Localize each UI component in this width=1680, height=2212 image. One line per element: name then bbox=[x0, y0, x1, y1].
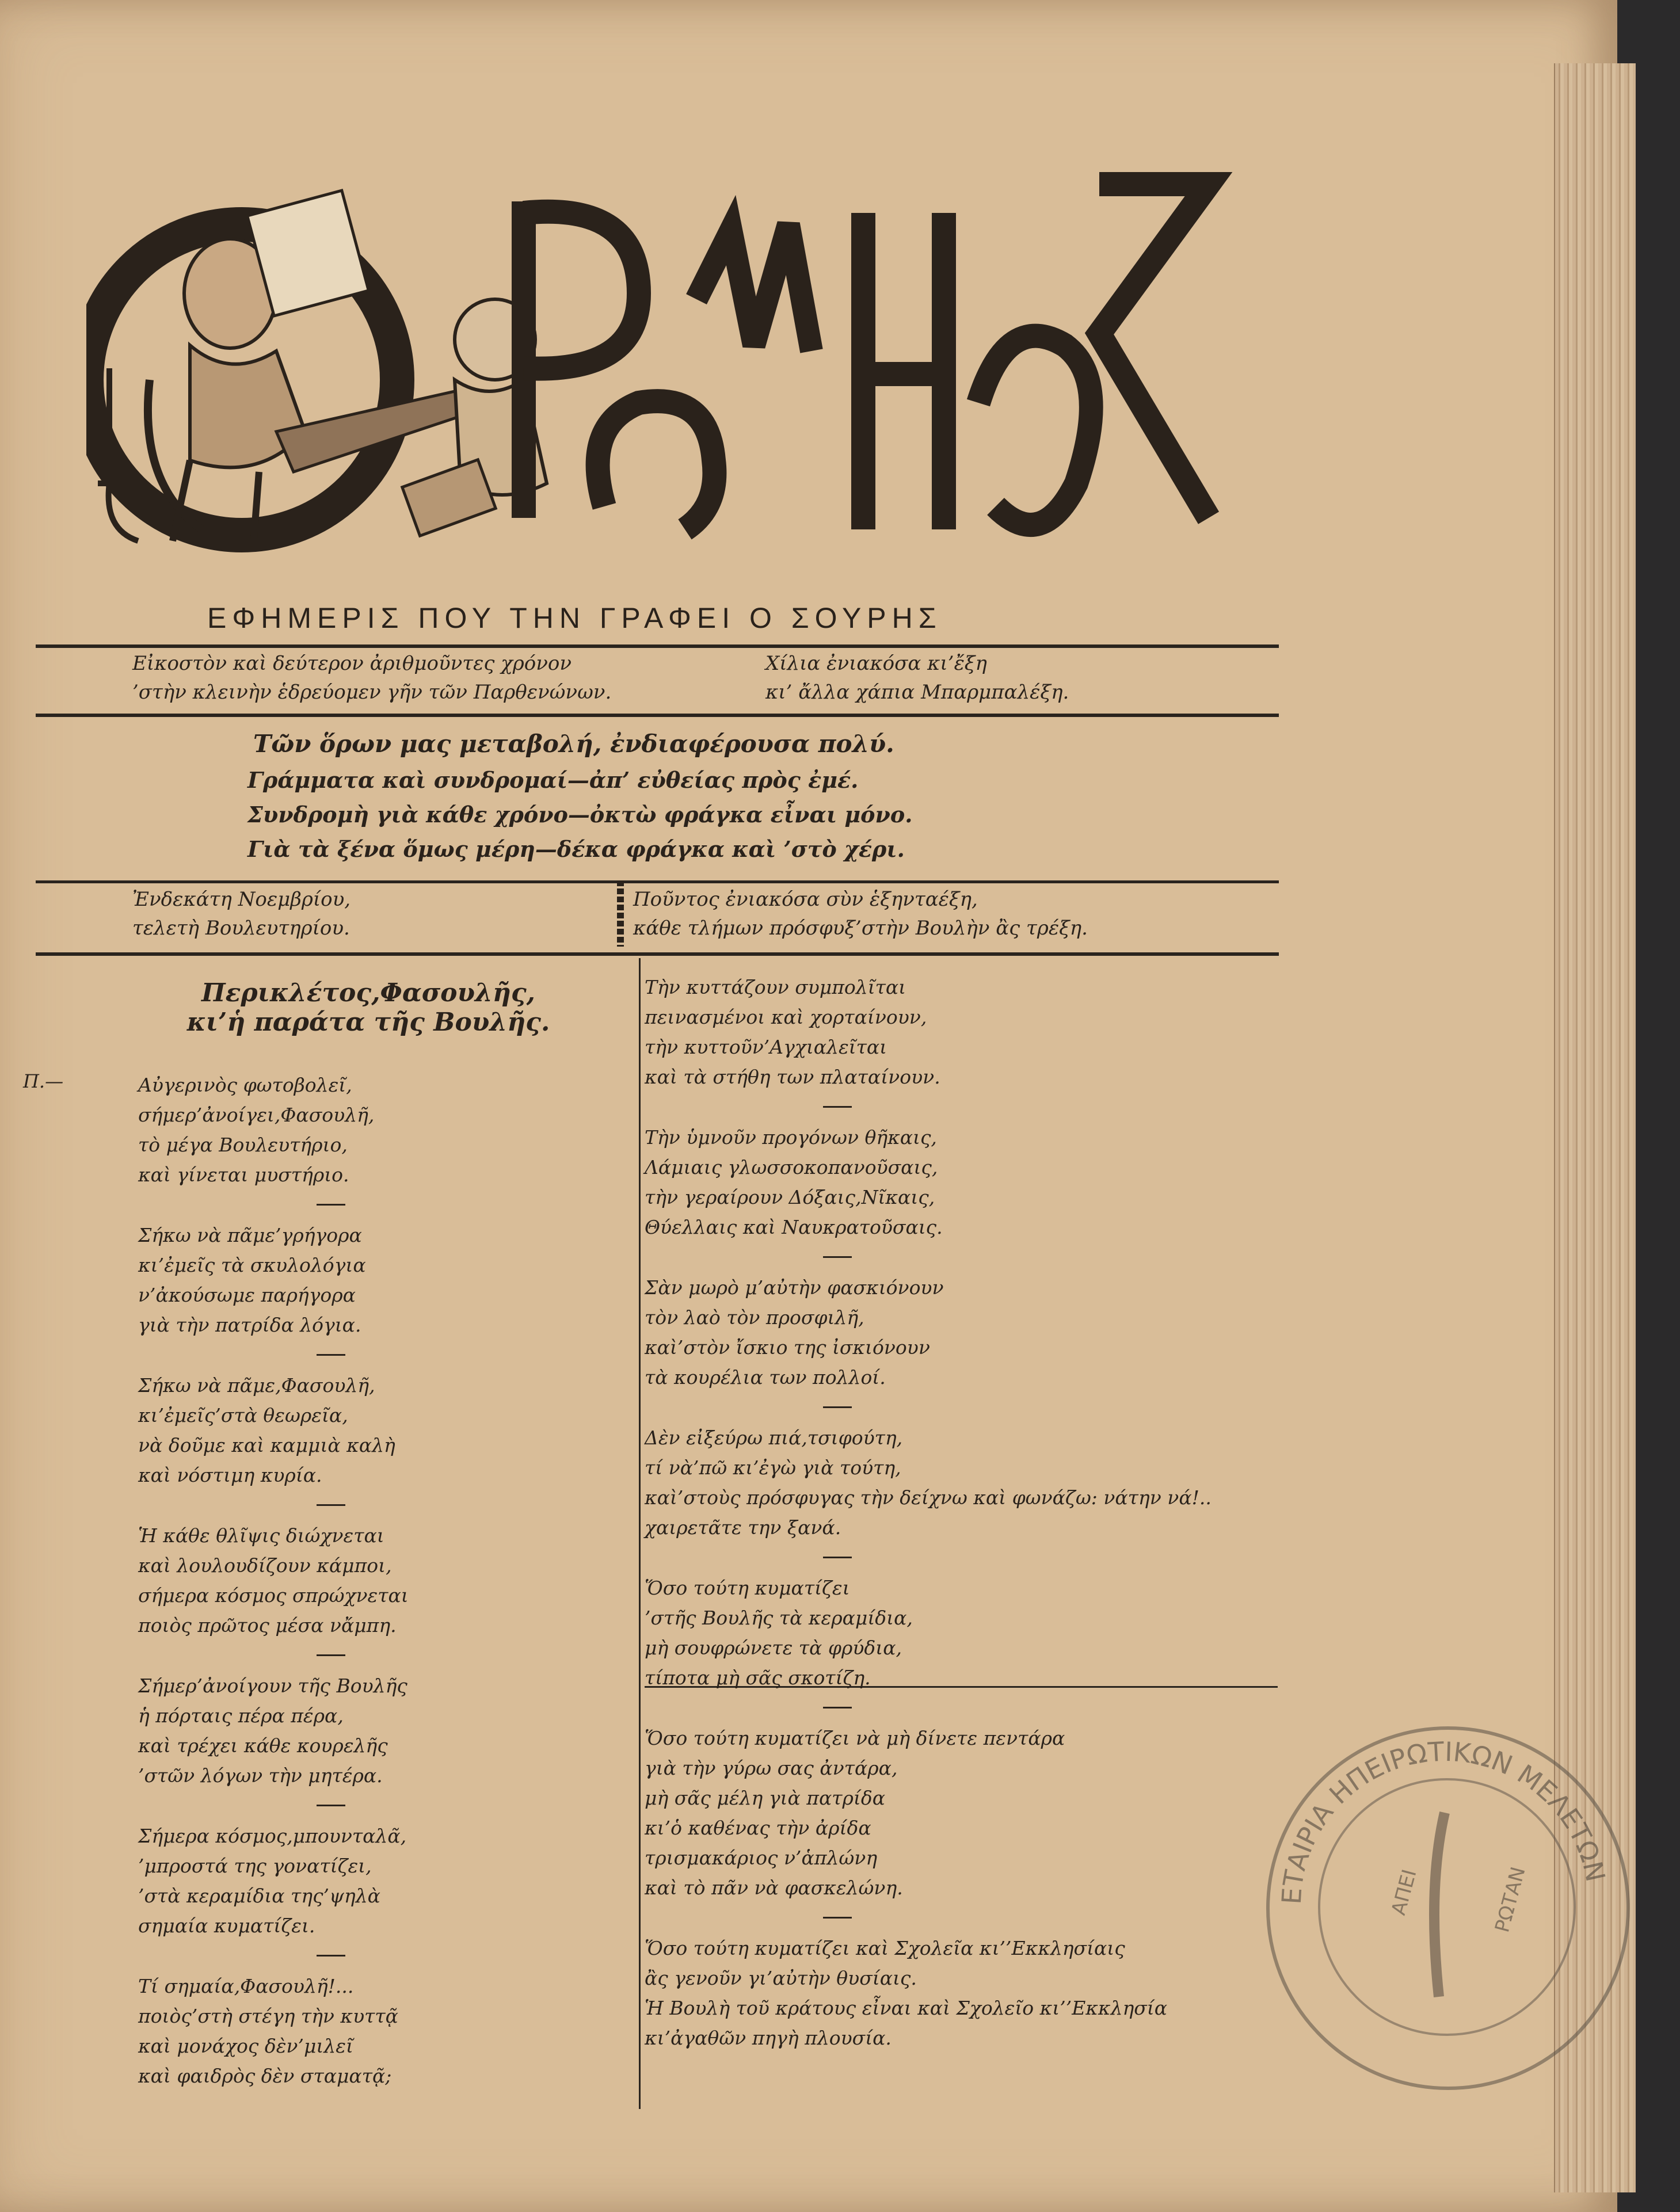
poem-line: Τὴν κυττάζουν συμπολῖται bbox=[645, 976, 906, 998]
poem-line: Ἡ κάθε θλῖψις διώχνεται bbox=[138, 1524, 384, 1547]
terms-title: Τῶν ὅρων μας μεταβολή, ἐνδιαφέρουσα πολύ. bbox=[253, 730, 894, 758]
left-stanza bbox=[138, 1070, 409, 1190]
stanza-separator bbox=[823, 1256, 852, 1258]
article-title-line-2: κι’ἡ παράτα τῆς Βουλῆς. bbox=[186, 1008, 550, 1037]
poem-line: τὴν γεραίρουν Δόξαις,Νῖκαις, bbox=[645, 1186, 935, 1208]
poem-line: Ὅσο τούτη κυματίζει νὰ μὴ δίνετε πεντάρα bbox=[645, 1727, 1065, 1749]
left-stanza bbox=[138, 1204, 409, 1340]
poem-right-column bbox=[645, 972, 1212, 2083]
left-stanza bbox=[138, 1654, 409, 1791]
poem-line: τὴν κυττοῦν’Αγχιαλεῖται bbox=[645, 1036, 887, 1058]
poem-line: τί νὰ’πῶ κι’ἐγὼ γιὰ τούτη, bbox=[645, 1456, 901, 1479]
poem-line: Σήμερ’ἀνοίγουν τῆς Βουλῆς bbox=[138, 1675, 407, 1697]
stanza-separator bbox=[317, 1805, 345, 1806]
stanza-separator bbox=[823, 1406, 852, 1408]
stanza-separator bbox=[317, 1204, 345, 1206]
right-stanza bbox=[645, 1557, 1212, 1693]
poem-line: ν’ἀκούσωμε παρήγορα bbox=[138, 1284, 356, 1306]
seal-lettering bbox=[1266, 1726, 1623, 2083]
column-divider bbox=[639, 958, 641, 2109]
date-right-line-1: Ποῦντος ἐνιακόσα σὺν ἑξηνταέξη, bbox=[633, 888, 978, 911]
rule-terms-top bbox=[36, 714, 1279, 717]
poem-line: ἡ πόρταις πέρα πέρα, bbox=[138, 1704, 344, 1727]
right-stanza bbox=[645, 972, 1212, 1092]
poem-line: σημαία κυματίζει. bbox=[138, 1914, 315, 1937]
poem-line: καὶ νόστιμη κυρία. bbox=[138, 1464, 322, 1486]
poem-line: νὰ δοῦμε καὶ καμμιὰ καλὴ bbox=[138, 1434, 395, 1456]
poem-line: καὶ γίνεται μυστήριο. bbox=[138, 1164, 349, 1186]
right-stanza bbox=[645, 1106, 1212, 1242]
poem-line: καὶ τρέχει κάθε κουρελῆς bbox=[138, 1734, 388, 1757]
poem-line: σήμερα κόσμος σπρώχνεται bbox=[138, 1584, 409, 1607]
speaker-marker: Π.— bbox=[23, 1070, 64, 1092]
poem-line: Δὲν εἰξεύρω πιά,τσιφούτη, bbox=[645, 1427, 903, 1449]
poem-line: Σήκω νὰ πᾶμε’γρήγορα bbox=[138, 1224, 362, 1246]
poem-line: γιὰ τὴν πατρίδα λόγια. bbox=[138, 1314, 361, 1336]
poem-line: κι’ὁ καθένας τὴν ἀρίδα bbox=[645, 1817, 871, 1839]
left-stanza bbox=[138, 1504, 409, 1641]
seal-inner-right: ΡΩΤΑΝ bbox=[1491, 1864, 1530, 1935]
poem-line: καὶ’στοὺς πρόσφυγας τὴν δείχνω καὶ φωνάζω: νάτην νά!.. bbox=[645, 1486, 1212, 1509]
rule-date-divider bbox=[617, 880, 624, 947]
masthead-subtitle: ΕΦΗΜΕΡΙΣ ΠΟΥ ΤΗΝ ΓΡΑΦΕΙ Ο ΣΟΥΡΗΣ bbox=[207, 602, 942, 634]
poem-line: ’μπροστά της γονατίζει, bbox=[138, 1855, 372, 1877]
poem-line: καὶ τὸ πᾶν νὰ φασκελώνη. bbox=[645, 1877, 903, 1899]
terms-line-3: Γιὰ τὰ ξένα ὅμως μέρη—δέκα φράγκα καὶ ’στὸ χέρι. bbox=[247, 836, 905, 862]
article-title bbox=[109, 978, 627, 1037]
poem-line: Σήμερα κόσμος,μπουνταλᾶ, bbox=[138, 1825, 407, 1847]
terms-line-2: Συνδρομὴ γιὰ κάθε χρόνο—ὀκτὼ φράγκα εἶναι μόνο. bbox=[247, 802, 913, 827]
poem-line: μὴ σᾶς μέλη γιὰ πατρίδα bbox=[645, 1787, 885, 1809]
poem-line: μὴ σουφρώνετε τὰ φρύδια, bbox=[645, 1637, 902, 1659]
article-title-line-1: Περικλέτος,Φασουλῆς, bbox=[201, 978, 535, 1008]
poem-line: σήμερ’ἀνοίγει,Φασουλῆ, bbox=[138, 1104, 375, 1126]
poem-line: Αὐγερινὸς φωτοβολεῖ, bbox=[138, 1074, 352, 1096]
poem-line: Ὅσο τούτη κυματίζει καὶ Σχολεῖα κι’’Εκκλησίαις bbox=[645, 1937, 1125, 1959]
seal-text: ΕΤΑΙΡΙΑ ΗΠΕΙΡΩΤΙΚΩΝ ΜΕΛΕΤΩΝ bbox=[1275, 1736, 1612, 1905]
poem-line: Τί σημαία,Φασουλῆ!... bbox=[138, 1975, 354, 1997]
poem-line: καὶ’στὸν ἴσκιο της ἰσκιόνουν bbox=[645, 1336, 930, 1359]
poem-line: Ὅσο τούτη κυματίζει bbox=[645, 1577, 850, 1599]
poem-line: ποιὸς’στὴ στέγη τὴν κυττᾷ bbox=[138, 2005, 398, 2027]
rule-date-bottom bbox=[36, 952, 1279, 956]
poem-left-column bbox=[138, 1070, 409, 2121]
poem-line: ’στῶν λόγων τὴν μητέρα. bbox=[138, 1764, 383, 1787]
poem-line: πεινασμένοι καὶ χορταίνουν, bbox=[645, 1006, 927, 1028]
poem-line: γιὰ τὴν γύρω σας ἀντάρα, bbox=[645, 1757, 898, 1779]
header-left-line-2: ’στὴν κλεινὴν ἑδρεύομεν γῆν τῶν Παρθενώνων. bbox=[132, 681, 612, 704]
poem-line: καὶ λουλουδίζουν κάμποι, bbox=[138, 1554, 392, 1577]
poem-line: καὶ μονάχος δὲν’μιλεῖ bbox=[138, 2035, 353, 2057]
poem-line: Λάμιαις γλωσσοκοπανοῦσαις, bbox=[645, 1156, 938, 1179]
poem-line: τὸν λαὸ τὸν προσφιλῆ, bbox=[645, 1306, 864, 1329]
stanza-separator bbox=[317, 1504, 345, 1506]
poem-line: Ἡ Βουλὴ τοῦ κράτους εἶναι καὶ Σχολεῖο κι’’Εκκλησία bbox=[645, 1997, 1167, 2019]
poem-line: τὸ μέγα Βουλευτήριο, bbox=[138, 1134, 348, 1156]
right-stanza bbox=[645, 1707, 1212, 1903]
poem-line: κι’ἐμεῖς’στὰ θεωρεῖα, bbox=[138, 1404, 348, 1427]
poem-line: ἂς γενοῦν γι’αὐτὴν θυσίαις. bbox=[645, 1967, 917, 1989]
poem-line: ποιὸς πρῶτος μέσα νἄμπη. bbox=[138, 1614, 397, 1637]
date-right-line-2: κάθε τλήμων πρόσφυξ’στὴν Βουλὴν ἂς τρέξη. bbox=[633, 917, 1088, 940]
masthead-illustration bbox=[86, 161, 1237, 575]
poem-line: Τὴν ὑμνοῦν προγόνων θῆκαις, bbox=[645, 1126, 937, 1149]
stanza-separator bbox=[317, 1955, 345, 1957]
poem-line: Σὰν μωρὸ μ’αὐτὴν φασκιόνουν bbox=[645, 1276, 944, 1299]
poem-line: κι’ἐμεῖς τὰ σκυλολόγια bbox=[138, 1254, 366, 1276]
left-stanza bbox=[138, 1354, 409, 1490]
left-stanza bbox=[138, 1805, 409, 1941]
rule-top bbox=[36, 644, 1279, 648]
rule-terms-bottom bbox=[36, 880, 1279, 883]
left-stanza bbox=[138, 1955, 409, 2091]
poem-line: τίποτα μὴ σᾶς σκοτίζη. bbox=[645, 1666, 871, 1689]
stanza-separator bbox=[823, 1106, 852, 1108]
poem-line: ’στὰ κεραμίδια της’ψηλὰ bbox=[138, 1885, 380, 1907]
poem-line: χαιρετᾶτε την ξανά. bbox=[645, 1516, 841, 1539]
right-stanza bbox=[645, 1917, 1212, 2053]
date-left-line-1: Ἐνδεκάτη Νοεμβρίου, bbox=[132, 888, 351, 911]
stanza-separator bbox=[823, 1557, 852, 1558]
stanza-separator bbox=[823, 1917, 852, 1919]
right-stanza bbox=[645, 1256, 1212, 1393]
header-right-line-1: Χίλια ἐνιακόσα κι’ἔξη bbox=[765, 652, 987, 675]
stanza-separator bbox=[317, 1654, 345, 1656]
stanza-separator bbox=[823, 1707, 852, 1708]
header-left-line-1: Εἰκοστὸν καὶ δεύτερον ἀριθμοῦντες χρόνον bbox=[132, 652, 572, 675]
poem-line: Σήκω νὰ πᾶμε,Φασουλῆ, bbox=[138, 1374, 375, 1397]
poem-line: τρισμακάριος ν’ἁπλώνη bbox=[645, 1847, 878, 1869]
header-right-line-2: κι’ ἄλλα χάπια Μπαρμπαλέξη. bbox=[765, 681, 1069, 704]
terms-line-1: Γράμματα καὶ συνδρομαί—ἀπ’ εὐθείας πρὸς ἐμέ. bbox=[247, 767, 859, 793]
poem-line: κι’ἀγαθῶν πηγὴ πλουσία. bbox=[645, 2027, 892, 2049]
poem-line: καὶ τὰ στήθη των πλαταίνουν. bbox=[645, 1066, 940, 1088]
poem-line: τὰ κουρέλια των πολλοί. bbox=[645, 1366, 886, 1389]
poem-line: ’στῆς Βουλῆς τὰ κεραμίδια, bbox=[645, 1607, 913, 1629]
right-stanza bbox=[645, 1406, 1212, 1543]
poem-line: Θύελλαις καὶ Ναυκρατοῦσαις. bbox=[645, 1216, 943, 1238]
poem-line: καὶ φαιδρὸς δὲν σταματᾷ; bbox=[138, 2065, 392, 2087]
stanza-separator bbox=[317, 1354, 345, 1356]
date-left-line-2: τελετὴ Βουλευτηρίου. bbox=[132, 917, 350, 940]
seal-inner-left: ΑΠΕΙ bbox=[1387, 1867, 1422, 1918]
